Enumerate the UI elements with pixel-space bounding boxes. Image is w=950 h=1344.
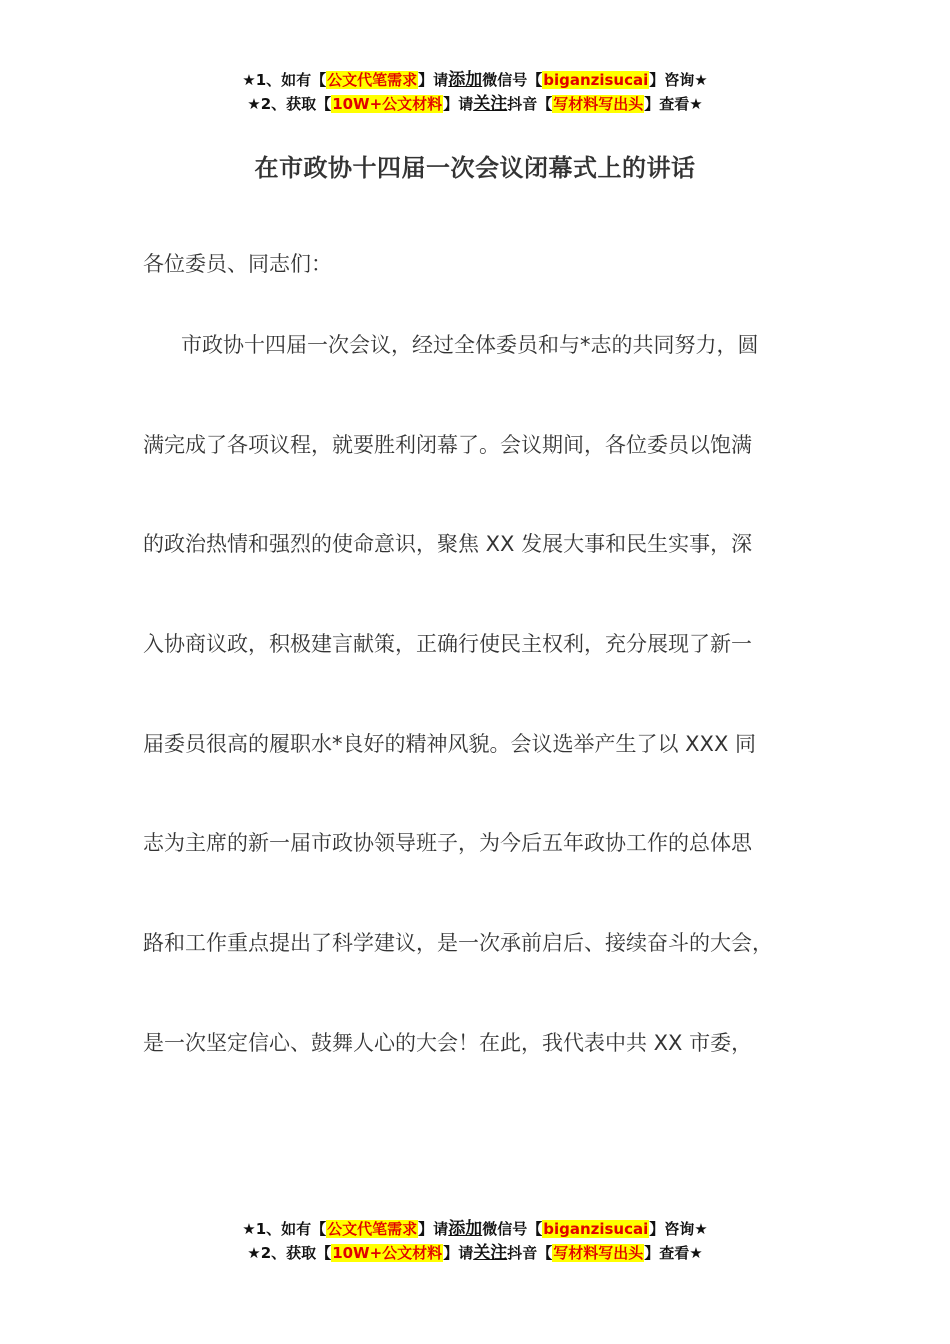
banner-text: 】请	[418, 71, 449, 89]
highlight-douyin-id: 写材料写出头	[553, 95, 644, 113]
underlined-word: 添加	[448, 1219, 483, 1239]
salutation: 各位委员、同志们：	[143, 252, 332, 276]
highlight-douyin-id: 写材料写出头	[553, 1244, 644, 1262]
banner-text: 】请	[443, 95, 474, 113]
underlined-word: 添加	[448, 70, 483, 90]
highlight-service: 公文代笔需求	[327, 1220, 418, 1238]
underlined-word: 关注	[473, 1243, 508, 1263]
header-banner	[0, 68, 950, 116]
body-line: 届委员很高的履职水*良好的精神风貌。会议选举产生了以 XXX 同	[143, 731, 757, 756]
banner-text: 微信号【	[482, 1220, 543, 1238]
body-line: 志为主席的新一届市政协领导班子，为今后五年政协工作的总体思	[143, 831, 752, 856]
highlight-materials: 10W+公文材料	[332, 1244, 443, 1262]
banner-text: 】请	[443, 1244, 474, 1262]
highlight-wechat-id: biganzisucai	[543, 71, 649, 89]
footer-banner	[0, 1217, 950, 1265]
banner-text: 】请	[418, 1220, 449, 1238]
document-title: 在市政协十四届一次会议闭幕式上的讲话	[254, 154, 696, 182]
banner-text: ★1、如有【	[242, 71, 327, 89]
highlight-wechat-id: biganzisucai	[543, 1220, 649, 1238]
banner-text: 抖音【	[507, 1244, 553, 1262]
banner-line-2	[0, 1241, 950, 1265]
banner-line-2	[0, 92, 950, 116]
banner-text: 】查看★	[644, 95, 703, 113]
banner-line-1	[0, 68, 950, 92]
banner-text: 抖音【	[507, 95, 553, 113]
banner-text: ★2、获取【	[247, 1244, 332, 1262]
banner-text: 】咨询★	[649, 71, 708, 89]
highlight-service: 公文代笔需求	[327, 71, 418, 89]
body-line: 满完成了各项议程，就要胜利闭幕了。会议期间，各位委员以饱满	[143, 432, 752, 457]
banner-text: ★1、如有【	[242, 1220, 327, 1238]
banner-text: 微信号【	[482, 71, 543, 89]
body-paragraph	[143, 327, 843, 1125]
banner-text: ★2、获取【	[247, 95, 332, 113]
body-line: 路和工作重点提出了科学建议，是一次承前启后、接续奋斗的大会，	[143, 931, 773, 956]
banner-text: 】咨询★	[649, 1220, 708, 1238]
body-line: 市政协十四届一次会议，经过全体委员和与*志的共同努力，圆	[181, 333, 759, 357]
body-line: 是一次坚定信心、鼓舞人心的大会！在此，我代表中共 XX 市委，	[143, 1030, 753, 1055]
body-line: 的政治热情和强烈的使命意识，聚焦 XX 发展大事和民生实事，深	[143, 532, 753, 557]
underlined-word: 关注	[473, 94, 508, 114]
body-line: 入协商议政，积极建言献策，正确行使民主权利，充分展现了新一	[143, 632, 752, 657]
highlight-materials: 10W+公文材料	[332, 95, 443, 113]
banner-text: 】查看★	[644, 1244, 703, 1262]
banner-line-1	[0, 1217, 950, 1241]
